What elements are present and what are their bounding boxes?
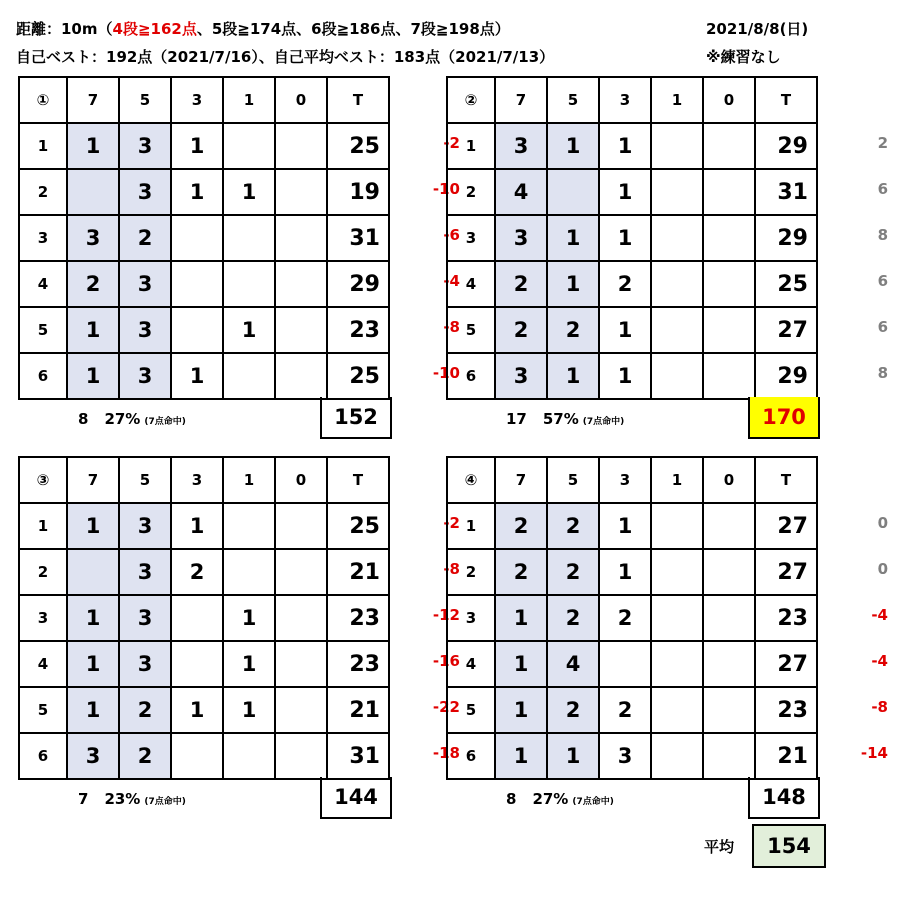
count-0pt [275, 733, 327, 779]
end-row [447, 307, 817, 353]
end-total: 25 [327, 503, 389, 549]
count-5pt: 1 [547, 215, 599, 261]
count-5pt: 3 [119, 641, 171, 687]
count-0pt [275, 307, 327, 353]
end-row [447, 215, 817, 261]
end-row [19, 549, 389, 595]
score-table [18, 76, 390, 400]
diff-value: 2 [877, 134, 888, 152]
end-number: 5 [19, 307, 67, 353]
diff-value: -4 [443, 272, 460, 290]
column-header-0: 0 [275, 457, 327, 503]
count-1pt [651, 307, 703, 353]
score-table [446, 76, 818, 400]
count-7pt: 1 [67, 641, 119, 687]
column-header-5: 5 [547, 457, 599, 503]
column-header-5: 5 [547, 77, 599, 123]
end-total: 29 [755, 215, 817, 261]
end-total: 23 [327, 307, 389, 353]
score-table [446, 456, 818, 780]
end-total: 21 [755, 733, 817, 779]
count-1pt [651, 261, 703, 307]
end-row [19, 733, 389, 779]
end-row [447, 595, 817, 641]
column-header-3: 3 [171, 457, 223, 503]
end-number: 5 [447, 687, 495, 733]
end-total: 23 [755, 595, 817, 641]
count-3pt: 1 [599, 503, 651, 549]
diff-value: 6 [877, 272, 888, 290]
end-row [19, 169, 389, 215]
end-row [19, 215, 389, 261]
count-0pt [703, 641, 755, 687]
count-5pt: 2 [119, 215, 171, 261]
round-label: ③ [19, 457, 67, 503]
end-total: 27 [755, 503, 817, 549]
diff-value: -18 [432, 744, 460, 762]
end-number: 6 [447, 733, 495, 779]
count-1pt: 1 [223, 169, 275, 215]
end-row [19, 123, 389, 169]
end-number: 4 [19, 641, 67, 687]
count-5pt: 3 [119, 503, 171, 549]
column-header-3: 3 [171, 77, 223, 123]
count-3pt [171, 595, 223, 641]
count-1pt [651, 123, 703, 169]
count-7pt [67, 549, 119, 595]
diff-value: 8 [877, 364, 888, 382]
count-3pt: 1 [599, 549, 651, 595]
round-3-block [18, 456, 460, 809]
count-5pt: 1 [547, 261, 599, 307]
hit-rate: 27% [104, 410, 141, 428]
count-3pt [171, 733, 223, 779]
count-3pt [171, 307, 223, 353]
count-3pt: 1 [599, 123, 651, 169]
end-row [19, 307, 389, 353]
end-row [447, 353, 817, 399]
diff-value: -12 [432, 606, 460, 624]
hit-rate: 27% [532, 790, 569, 808]
count-7pt: 1 [67, 353, 119, 399]
hit-stats [78, 410, 186, 428]
end-total: 29 [327, 261, 389, 307]
count-7pt: 2 [495, 307, 547, 353]
count-0pt [703, 307, 755, 353]
count-3pt: 2 [599, 687, 651, 733]
practice-note: ※練習なし [706, 48, 781, 66]
count-3pt: 1 [171, 123, 223, 169]
hit-stats [506, 790, 614, 808]
count-5pt [547, 169, 599, 215]
count-3pt: 2 [599, 261, 651, 307]
end-total: 25 [755, 261, 817, 307]
count-3pt: 1 [171, 169, 223, 215]
end-number: 2 [447, 549, 495, 595]
count-5pt: 2 [547, 503, 599, 549]
score-table [18, 456, 390, 780]
end-total: 23 [327, 595, 389, 641]
count-7pt: 3 [495, 215, 547, 261]
count-5pt: 2 [119, 687, 171, 733]
count-0pt [275, 595, 327, 641]
end-total: 21 [327, 687, 389, 733]
count-7pt: 1 [67, 307, 119, 353]
diff-value: -6 [443, 226, 460, 244]
count-5pt: 2 [547, 307, 599, 353]
hit-rate: 23% [104, 790, 141, 808]
count-7pt: 1 [67, 595, 119, 641]
count-1pt [651, 353, 703, 399]
end-total: 23 [755, 687, 817, 733]
count-1pt [223, 503, 275, 549]
diff-value: -16 [432, 652, 460, 670]
count-3pt: 1 [171, 503, 223, 549]
round-4-block [446, 456, 888, 809]
diff-value: -4 [871, 652, 888, 670]
end-total: 19 [327, 169, 389, 215]
round-2-block [446, 76, 888, 429]
end-total: 31 [755, 169, 817, 215]
other-criteria: 、5段≧174点、6段≧186点、7段≧198点） [196, 20, 510, 38]
count-5pt: 3 [119, 123, 171, 169]
personal-best-line: 自己ベスト：192点（2021/7/16）、自己平均ベスト：183点（2021/7/13） [16, 48, 555, 66]
hit-count: 8 [78, 410, 89, 428]
end-total: 27 [755, 307, 817, 353]
count-3pt: 3 [599, 733, 651, 779]
count-0pt [275, 641, 327, 687]
count-0pt [703, 549, 755, 595]
count-1pt [223, 733, 275, 779]
hit-count: 7 [78, 790, 89, 808]
diff-value: -14 [860, 744, 888, 762]
count-1pt [651, 549, 703, 595]
end-number: 6 [447, 353, 495, 399]
count-7pt: 3 [495, 353, 547, 399]
end-number: 1 [447, 123, 495, 169]
diff-value: 6 [877, 180, 888, 198]
count-0pt [703, 595, 755, 641]
end-row [19, 687, 389, 733]
end-total: 31 [327, 733, 389, 779]
end-number: 1 [19, 503, 67, 549]
diff-value: 8 [877, 226, 888, 244]
count-3pt: 1 [171, 353, 223, 399]
end-total: 27 [755, 641, 817, 687]
column-header-1: 1 [223, 457, 275, 503]
count-7pt: 1 [495, 687, 547, 733]
diff-value: 6 [877, 318, 888, 336]
end-row [447, 687, 817, 733]
count-5pt: 2 [119, 733, 171, 779]
count-1pt [651, 215, 703, 261]
count-5pt: 3 [119, 169, 171, 215]
end-number: 3 [447, 595, 495, 641]
count-5pt: 2 [547, 595, 599, 641]
end-row [19, 261, 389, 307]
count-5pt: 3 [119, 549, 171, 595]
count-0pt [703, 733, 755, 779]
date-label: 2021/8/8(日) [706, 20, 809, 38]
count-5pt: 1 [547, 123, 599, 169]
column-header-T: T [755, 457, 817, 503]
count-5pt: 2 [547, 687, 599, 733]
count-1pt [651, 503, 703, 549]
diff-value: -8 [871, 698, 888, 716]
count-0pt [275, 549, 327, 595]
column-header-T: T [327, 77, 389, 123]
count-7pt: 1 [495, 595, 547, 641]
column-header-T: T [755, 77, 817, 123]
hit-count: 17 [506, 410, 527, 428]
count-3pt: 1 [599, 353, 651, 399]
end-number: 5 [19, 687, 67, 733]
count-1pt [223, 215, 275, 261]
end-row [447, 733, 817, 779]
count-5pt: 4 [547, 641, 599, 687]
count-1pt [651, 169, 703, 215]
distance-label: 距離：10m（ [16, 20, 113, 38]
hit-rate-note: (7点命中) [582, 417, 625, 427]
count-3pt [171, 641, 223, 687]
count-7pt: 3 [67, 215, 119, 261]
count-3pt: 1 [599, 169, 651, 215]
column-header-7: 7 [495, 457, 547, 503]
count-5pt: 1 [547, 353, 599, 399]
column-header-7: 7 [67, 457, 119, 503]
end-total: 21 [327, 549, 389, 595]
count-1pt [651, 641, 703, 687]
diff-value: -4 [871, 606, 888, 624]
count-0pt [703, 687, 755, 733]
end-total: 29 [755, 123, 817, 169]
count-0pt [275, 353, 327, 399]
count-1pt [223, 353, 275, 399]
end-number: 4 [447, 261, 495, 307]
count-5pt: 3 [119, 307, 171, 353]
column-header-0: 0 [703, 77, 755, 123]
end-row [447, 169, 817, 215]
hit-stats [506, 410, 624, 428]
average-value: 154 [752, 824, 826, 868]
end-row [447, 261, 817, 307]
count-3pt [171, 261, 223, 307]
count-1pt [651, 595, 703, 641]
end-number: 6 [19, 353, 67, 399]
end-row [19, 641, 389, 687]
end-number: 5 [447, 307, 495, 353]
hit-count: 8 [506, 790, 517, 808]
diff-value: -10 [432, 364, 460, 382]
round-label: ② [447, 77, 495, 123]
hit-rate-note: (7点命中) [144, 797, 186, 807]
end-number: 2 [447, 169, 495, 215]
end-row [447, 123, 817, 169]
diff-value: -22 [432, 698, 460, 716]
round-total: 148 [748, 777, 820, 819]
count-3pt: 1 [599, 307, 651, 353]
count-1pt [223, 261, 275, 307]
column-header-1: 1 [651, 457, 703, 503]
count-3pt [171, 215, 223, 261]
count-0pt [275, 261, 327, 307]
column-header-5: 5 [119, 77, 171, 123]
count-3pt: 2 [171, 549, 223, 595]
end-total: 23 [327, 641, 389, 687]
diff-value: -8 [443, 560, 460, 578]
diff-value: -2 [443, 134, 460, 152]
count-0pt [275, 503, 327, 549]
column-header-1: 1 [223, 77, 275, 123]
count-1pt: 1 [223, 641, 275, 687]
count-7pt: 2 [495, 261, 547, 307]
hit-rate: 57% [542, 410, 579, 428]
end-number: 2 [19, 169, 67, 215]
count-7pt: 1 [67, 503, 119, 549]
count-5pt: 3 [119, 595, 171, 641]
count-0pt [703, 261, 755, 307]
end-total: 27 [755, 549, 817, 595]
count-0pt [275, 687, 327, 733]
end-total: 25 [327, 123, 389, 169]
round-label: ① [19, 77, 67, 123]
count-7pt: 1 [67, 687, 119, 733]
distance-criteria [16, 18, 510, 39]
diff-value: 0 [877, 514, 888, 532]
round-total: 144 [320, 777, 392, 819]
diff-value: -10 [432, 180, 460, 198]
end-number: 6 [19, 733, 67, 779]
count-3pt: 1 [171, 687, 223, 733]
end-number: 3 [19, 595, 67, 641]
count-7pt: 2 [495, 503, 547, 549]
column-header-7: 7 [67, 77, 119, 123]
count-7pt: 1 [495, 641, 547, 687]
round-1-block [18, 76, 460, 429]
count-7pt [67, 169, 119, 215]
count-7pt: 2 [67, 261, 119, 307]
count-0pt [275, 123, 327, 169]
column-header-0: 0 [703, 457, 755, 503]
column-header-T: T [327, 457, 389, 503]
count-0pt [275, 215, 327, 261]
end-total: 29 [755, 353, 817, 399]
end-number: 3 [19, 215, 67, 261]
count-1pt: 1 [223, 687, 275, 733]
end-number: 4 [447, 641, 495, 687]
count-3pt: 1 [599, 215, 651, 261]
end-row [19, 503, 389, 549]
count-1pt [651, 687, 703, 733]
count-1pt [223, 123, 275, 169]
count-7pt: 1 [67, 123, 119, 169]
column-header-1: 1 [651, 77, 703, 123]
count-0pt [703, 123, 755, 169]
end-row [19, 353, 389, 399]
count-7pt: 3 [495, 123, 547, 169]
count-5pt: 2 [547, 549, 599, 595]
count-1pt [651, 733, 703, 779]
end-row [19, 595, 389, 641]
round-total: 152 [320, 397, 392, 439]
count-0pt [703, 353, 755, 399]
column-header-0: 0 [275, 77, 327, 123]
hit-stats [78, 790, 186, 808]
diff-value: 0 [877, 560, 888, 578]
count-0pt [703, 503, 755, 549]
count-5pt: 1 [547, 733, 599, 779]
column-header-3: 3 [599, 457, 651, 503]
count-7pt: 3 [67, 733, 119, 779]
diff-value: -2 [443, 514, 460, 532]
end-number: 4 [19, 261, 67, 307]
count-3pt [599, 641, 651, 687]
end-number: 1 [19, 123, 67, 169]
count-5pt: 3 [119, 353, 171, 399]
count-0pt [275, 169, 327, 215]
count-7pt: 4 [495, 169, 547, 215]
hit-rate-note: (7点命中) [572, 797, 614, 807]
average-label: 平均 [704, 838, 735, 856]
end-number: 3 [447, 215, 495, 261]
round-total: 170 [748, 397, 820, 439]
hit-rate-note: (7点命中) [144, 417, 186, 427]
count-5pt: 3 [119, 261, 171, 307]
count-1pt: 1 [223, 307, 275, 353]
end-total: 25 [327, 353, 389, 399]
column-header-3: 3 [599, 77, 651, 123]
end-row [447, 549, 817, 595]
column-header-7: 7 [495, 77, 547, 123]
count-0pt [703, 169, 755, 215]
count-0pt [703, 215, 755, 261]
count-3pt: 2 [599, 595, 651, 641]
count-7pt: 2 [495, 549, 547, 595]
count-1pt: 1 [223, 595, 275, 641]
end-total: 31 [327, 215, 389, 261]
end-row [447, 641, 817, 687]
count-7pt: 1 [495, 733, 547, 779]
end-number: 1 [447, 503, 495, 549]
count-1pt [223, 549, 275, 595]
diff-value: -8 [443, 318, 460, 336]
column-header-5: 5 [119, 457, 171, 503]
end-number: 2 [19, 549, 67, 595]
dan4-criterion: 4段≧162点 [112, 20, 197, 38]
round-label: ④ [447, 457, 495, 503]
end-row [447, 503, 817, 549]
